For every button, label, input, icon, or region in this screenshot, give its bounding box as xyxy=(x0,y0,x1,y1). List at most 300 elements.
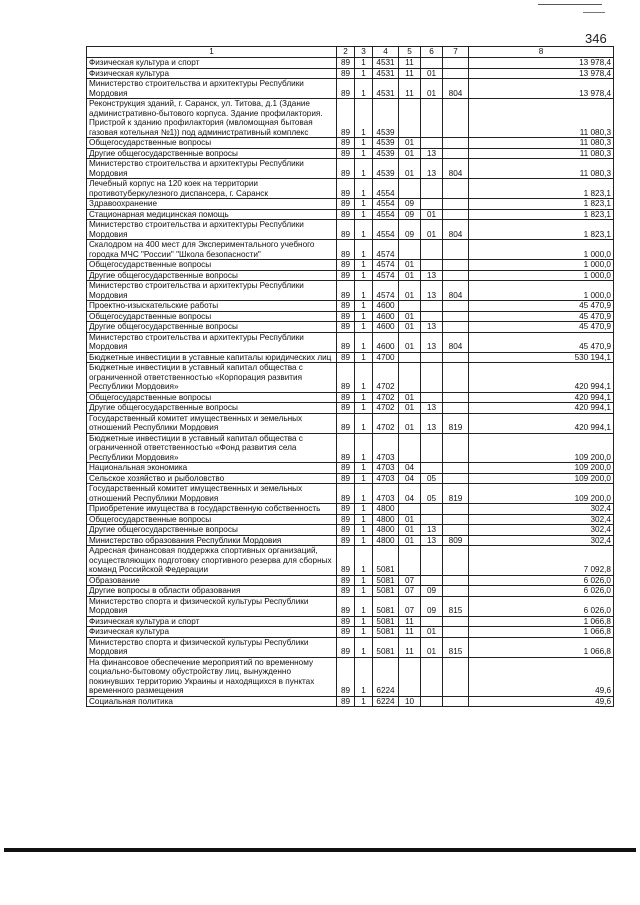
code-cell: 4600 xyxy=(373,322,399,333)
table-row xyxy=(87,159,614,179)
code-cell: 13 xyxy=(421,281,443,301)
code-cell: 1 xyxy=(355,138,373,149)
row-name-cell: Министерство образования Республики Мордовия xyxy=(87,535,337,546)
row-name-cell: Государственный комитет имущественных и земельных отношений Республики Мордовия xyxy=(87,413,337,433)
row-name-cell: Бюджетные инвестиции в уставные капиталы юридических лиц xyxy=(87,352,337,363)
row-name-cell: Физическая культура и спорт xyxy=(87,58,337,69)
row-name-cell: Здравоохранение xyxy=(87,199,337,210)
row-name-cell: Общегосударственные вопросы xyxy=(87,138,337,149)
code-cell: 89 xyxy=(337,199,355,210)
code-cell: 01 xyxy=(399,525,421,536)
code-cell: 89 xyxy=(337,463,355,474)
table-row xyxy=(87,514,614,525)
code-cell: 1 xyxy=(355,484,373,504)
code-cell: 09 xyxy=(399,220,421,240)
code-cell xyxy=(443,179,469,199)
code-cell: 1 xyxy=(355,657,373,696)
table-row xyxy=(87,473,614,484)
table-row xyxy=(87,301,614,312)
code-cell: 1 xyxy=(355,79,373,99)
code-cell xyxy=(421,504,443,515)
code-cell: 1 xyxy=(355,637,373,657)
table-row xyxy=(87,433,614,463)
code-cell: 1 xyxy=(355,546,373,576)
code-cell xyxy=(421,301,443,312)
amount-cell: 1 000,0 xyxy=(469,281,614,301)
row-name-cell: Другие общегосударственные вопросы xyxy=(87,322,337,333)
code-cell: 4531 xyxy=(373,68,399,79)
table-row xyxy=(87,575,614,586)
code-cell xyxy=(443,363,469,393)
code-cell: 1 xyxy=(355,240,373,260)
code-cell xyxy=(399,301,421,312)
amount-cell: 302,4 xyxy=(469,504,614,515)
row-name-cell: Образование xyxy=(87,575,337,586)
code-cell: 1 xyxy=(355,535,373,546)
amount-cell: 302,4 xyxy=(469,535,614,546)
code-cell: 1 xyxy=(355,463,373,474)
code-cell xyxy=(421,138,443,149)
code-cell: 89 xyxy=(337,616,355,627)
code-cell xyxy=(443,138,469,149)
row-name-cell: Государственный комитет имущественных и земельных отношений Республики Мордовия xyxy=(87,484,337,504)
row-name-cell: Министерство строительства и архитектуры Республики Мордовия xyxy=(87,281,337,301)
amount-cell: 11 080,3 xyxy=(469,138,614,149)
code-cell: 804 xyxy=(443,332,469,352)
code-cell: 11 xyxy=(399,637,421,657)
table-row xyxy=(87,637,614,657)
table-row xyxy=(87,616,614,627)
code-cell: 89 xyxy=(337,546,355,576)
code-cell: 89 xyxy=(337,99,355,138)
table-row xyxy=(87,79,614,99)
code-cell: 4554 xyxy=(373,179,399,199)
table-row xyxy=(87,179,614,199)
code-cell: 89 xyxy=(337,220,355,240)
code-cell: 01 xyxy=(421,220,443,240)
code-cell: 13 xyxy=(421,159,443,179)
code-cell xyxy=(421,575,443,586)
code-cell: 4531 xyxy=(373,58,399,69)
code-cell: 5081 xyxy=(373,586,399,597)
amount-cell: 13 978,4 xyxy=(469,79,614,99)
code-cell: 01 xyxy=(399,403,421,414)
code-cell: 01 xyxy=(399,270,421,281)
amount-cell: 420 994,1 xyxy=(469,413,614,433)
code-cell: 1 xyxy=(355,58,373,69)
code-cell xyxy=(399,546,421,576)
code-cell xyxy=(443,546,469,576)
code-cell: 13 xyxy=(421,403,443,414)
table-row xyxy=(87,138,614,149)
row-name-cell: Общегосударственные вопросы xyxy=(87,311,337,322)
amount-cell: 1 066,8 xyxy=(469,616,614,627)
code-cell: 1 xyxy=(355,525,373,536)
code-cell xyxy=(421,616,443,627)
code-cell: 04 xyxy=(399,463,421,474)
code-cell xyxy=(399,363,421,393)
table-body xyxy=(87,58,614,707)
amount-cell: 420 994,1 xyxy=(469,392,614,403)
row-name-cell: Министерство строительства и архитектуры Республики Мордовия xyxy=(87,332,337,352)
code-cell: 01 xyxy=(421,627,443,638)
code-cell: 1 xyxy=(355,260,373,271)
row-name-cell: Другие общегосударственные вопросы xyxy=(87,270,337,281)
code-cell: 809 xyxy=(443,535,469,546)
code-cell: 89 xyxy=(337,270,355,281)
code-cell xyxy=(399,240,421,260)
table-row xyxy=(87,352,614,363)
code-cell: 5081 xyxy=(373,627,399,638)
row-name-cell: Другие общегосударственные вопросы xyxy=(87,525,337,536)
amount-cell: 13 978,4 xyxy=(469,58,614,69)
row-name-cell: Приобретение имущества в государственную собственность xyxy=(87,504,337,515)
table-row xyxy=(87,281,614,301)
code-cell xyxy=(421,546,443,576)
amount-cell: 45 470,9 xyxy=(469,301,614,312)
code-cell: 01 xyxy=(399,148,421,159)
code-cell: 1 xyxy=(355,575,373,586)
amount-cell: 1 000,0 xyxy=(469,240,614,260)
row-name-cell: Общегосударственные вопросы xyxy=(87,514,337,525)
code-cell xyxy=(421,179,443,199)
table-row xyxy=(87,270,614,281)
table-row xyxy=(87,68,614,79)
code-cell: 13 xyxy=(421,413,443,433)
row-name-cell: Проектно-изыскательские работы xyxy=(87,301,337,312)
code-cell xyxy=(421,58,443,69)
amount-cell: 420 994,1 xyxy=(469,403,614,414)
row-name-cell: Бюджетные инвестиции в уставный капитал общества с ограниченной ответственностью «Корпорация развития Республики Мордовия» xyxy=(87,363,337,393)
table-row xyxy=(87,657,614,696)
row-name-cell: Министерство строительства и архитектуры Республики Мордовия xyxy=(87,79,337,99)
code-cell: 89 xyxy=(337,58,355,69)
code-cell xyxy=(421,352,443,363)
code-cell: 01 xyxy=(399,260,421,271)
code-cell: 1 xyxy=(355,627,373,638)
code-cell: 89 xyxy=(337,392,355,403)
row-name-cell: Физическая культура и спорт xyxy=(87,616,337,627)
code-cell: 1 xyxy=(355,403,373,414)
row-name-cell: Общегосударственные вопросы xyxy=(87,392,337,403)
code-cell: 89 xyxy=(337,148,355,159)
table-row xyxy=(87,546,614,576)
table-row xyxy=(87,240,614,260)
code-cell: 4800 xyxy=(373,535,399,546)
amount-cell: 45 470,9 xyxy=(469,311,614,322)
code-cell xyxy=(443,99,469,138)
code-cell: 1 xyxy=(355,199,373,210)
code-cell: 4574 xyxy=(373,260,399,271)
row-name-cell: Сельское хозяйство и рыболовство xyxy=(87,473,337,484)
top-margin-line xyxy=(538,4,602,5)
code-cell xyxy=(421,696,443,707)
code-cell: 1 xyxy=(355,68,373,79)
code-cell xyxy=(443,209,469,220)
amount-cell: 109 200,0 xyxy=(469,473,614,484)
table-row xyxy=(87,260,614,271)
code-cell: 09 xyxy=(399,199,421,210)
amount-cell: 1 000,0 xyxy=(469,260,614,271)
code-cell xyxy=(421,363,443,393)
code-cell: 05 xyxy=(421,473,443,484)
row-name-cell: Министерство строительства и архитектуры Республики Мордовия xyxy=(87,220,337,240)
code-cell: 07 xyxy=(399,586,421,597)
row-name-cell: Реконструкция зданий, г. Саранск, ул. Титова, д.1 (Здание административно-бытового корпуса. Здание профилактория. Пристрой к зданию профилактория (мвломощная бытовая газовая котельная №1)) под административный комплекс xyxy=(87,99,337,138)
table-row xyxy=(87,58,614,69)
code-cell: 4554 xyxy=(373,220,399,240)
table-row xyxy=(87,199,614,210)
column-header: 2 xyxy=(337,47,355,58)
code-cell: 89 xyxy=(337,363,355,393)
code-cell: 1 xyxy=(355,270,373,281)
code-cell: 89 xyxy=(337,433,355,463)
code-cell xyxy=(443,696,469,707)
table-row xyxy=(87,413,614,433)
code-cell: 01 xyxy=(399,535,421,546)
amount-cell: 109 200,0 xyxy=(469,463,614,474)
code-cell: 89 xyxy=(337,332,355,352)
row-name-cell: Физическая культура xyxy=(87,627,337,638)
bottom-rule xyxy=(4,848,636,852)
code-cell: 1 xyxy=(355,322,373,333)
code-cell: 89 xyxy=(337,79,355,99)
amount-cell: 49,6 xyxy=(469,657,614,696)
code-cell: 89 xyxy=(337,281,355,301)
code-cell: 1 xyxy=(355,596,373,616)
code-cell xyxy=(443,433,469,463)
code-cell: 1 xyxy=(355,696,373,707)
code-cell: 6224 xyxy=(373,696,399,707)
code-cell: 89 xyxy=(337,696,355,707)
code-cell: 1 xyxy=(355,99,373,138)
row-name-cell: Министерство спорта и физической культуры Республики Мордовия xyxy=(87,637,337,657)
code-cell: 1 xyxy=(355,209,373,220)
table-row xyxy=(87,463,614,474)
code-cell xyxy=(443,301,469,312)
row-name-cell: Общегосударственные вопросы xyxy=(87,260,337,271)
code-cell: 1 xyxy=(355,311,373,322)
code-cell: 804 xyxy=(443,220,469,240)
page-number: 346 xyxy=(585,31,607,46)
code-cell: 01 xyxy=(399,311,421,322)
amount-cell: 11 080,3 xyxy=(469,99,614,138)
code-cell: 11 xyxy=(399,58,421,69)
code-cell: 89 xyxy=(337,413,355,433)
code-cell: 1 xyxy=(355,413,373,433)
code-cell: 11 xyxy=(399,79,421,99)
code-cell: 4702 xyxy=(373,363,399,393)
code-cell: 4703 xyxy=(373,433,399,463)
table-row xyxy=(87,99,614,138)
table-row xyxy=(87,311,614,322)
code-cell: 1 xyxy=(355,504,373,515)
amount-cell: 109 200,0 xyxy=(469,433,614,463)
code-cell: 01 xyxy=(399,138,421,149)
code-cell xyxy=(443,525,469,536)
amount-cell: 11 080,3 xyxy=(469,159,614,179)
code-cell: 01 xyxy=(421,209,443,220)
code-cell: 1 xyxy=(355,392,373,403)
code-cell: 815 xyxy=(443,637,469,657)
code-cell: 89 xyxy=(337,637,355,657)
code-cell: 11 xyxy=(399,68,421,79)
code-cell: 89 xyxy=(337,657,355,696)
amount-cell: 1 823,1 xyxy=(469,220,614,240)
code-cell: 01 xyxy=(421,637,443,657)
code-cell xyxy=(421,433,443,463)
table-row xyxy=(87,525,614,536)
row-name-cell: Другие вопросы в области образования xyxy=(87,586,337,597)
table-row xyxy=(87,403,614,414)
code-cell: 01 xyxy=(421,79,443,99)
code-cell: 804 xyxy=(443,79,469,99)
code-cell xyxy=(443,473,469,484)
code-cell xyxy=(443,504,469,515)
code-cell: 4600 xyxy=(373,332,399,352)
code-cell: 07 xyxy=(399,575,421,586)
column-header: 1 xyxy=(87,47,337,58)
code-cell: 89 xyxy=(337,575,355,586)
code-cell: 4703 xyxy=(373,463,399,474)
code-cell: 815 xyxy=(443,596,469,616)
table-row xyxy=(87,535,614,546)
table-row xyxy=(87,209,614,220)
code-cell: 4600 xyxy=(373,311,399,322)
table-row xyxy=(87,484,614,504)
code-cell: 09 xyxy=(399,209,421,220)
code-cell: 804 xyxy=(443,281,469,301)
code-cell: 89 xyxy=(337,301,355,312)
amount-cell: 6 026,0 xyxy=(469,586,614,597)
code-cell: 89 xyxy=(337,586,355,597)
code-cell: 4702 xyxy=(373,403,399,414)
amount-cell: 1 066,8 xyxy=(469,627,614,638)
code-cell: 13 xyxy=(421,332,443,352)
code-cell: 01 xyxy=(421,68,443,79)
code-cell xyxy=(443,311,469,322)
code-cell xyxy=(443,616,469,627)
code-cell xyxy=(443,392,469,403)
code-cell: 10 xyxy=(399,696,421,707)
amount-cell: 1 823,1 xyxy=(469,179,614,199)
row-name-cell: Министерство спорта и физической культуры Республики Мордовия xyxy=(87,596,337,616)
row-name-cell: Физическая культура xyxy=(87,68,337,79)
amount-cell: 13 978,4 xyxy=(469,68,614,79)
amount-cell: 11 080,3 xyxy=(469,148,614,159)
code-cell: 05 xyxy=(421,484,443,504)
code-cell: 89 xyxy=(337,504,355,515)
row-name-cell: Национальная экономика xyxy=(87,463,337,474)
code-cell: 1 xyxy=(355,179,373,199)
code-cell: 89 xyxy=(337,473,355,484)
table-row xyxy=(87,586,614,597)
amount-cell: 302,4 xyxy=(469,525,614,536)
code-cell xyxy=(443,403,469,414)
code-cell: 4800 xyxy=(373,504,399,515)
code-cell: 4703 xyxy=(373,484,399,504)
code-cell xyxy=(443,322,469,333)
code-cell xyxy=(421,657,443,696)
table-row xyxy=(87,220,614,240)
code-cell: 5081 xyxy=(373,546,399,576)
code-cell: 13 xyxy=(421,525,443,536)
code-cell xyxy=(443,270,469,281)
code-cell: 89 xyxy=(337,525,355,536)
code-cell: 1 xyxy=(355,281,373,301)
code-cell: 1 xyxy=(355,332,373,352)
code-cell: 01 xyxy=(399,322,421,333)
code-cell: 04 xyxy=(399,484,421,504)
code-cell: 1 xyxy=(355,433,373,463)
code-cell: 1 xyxy=(355,363,373,393)
code-cell: 89 xyxy=(337,322,355,333)
code-cell: 89 xyxy=(337,159,355,179)
amount-cell: 1 823,1 xyxy=(469,209,614,220)
code-cell: 89 xyxy=(337,209,355,220)
row-name-cell: Стационарная медицинская помощь xyxy=(87,209,337,220)
row-name-cell: Лечебный корпус на 120 коек на территории противотуберкулезного диспансера, г. Саранск xyxy=(87,179,337,199)
code-cell: 09 xyxy=(421,596,443,616)
table-row xyxy=(87,627,614,638)
code-cell: 4800 xyxy=(373,525,399,536)
code-cell: 89 xyxy=(337,484,355,504)
code-cell xyxy=(421,514,443,525)
code-cell: 01 xyxy=(399,392,421,403)
row-name-cell: Адресная финансовая поддержка спортивных организаций, осуществляющих подготовку спортивного резерва для сборных команд Российской Федерации xyxy=(87,546,337,576)
amount-cell: 45 470,9 xyxy=(469,332,614,352)
code-cell: 4554 xyxy=(373,199,399,210)
amount-cell: 6 026,0 xyxy=(469,575,614,586)
code-cell xyxy=(443,627,469,638)
code-cell xyxy=(443,586,469,597)
code-cell: 819 xyxy=(443,484,469,504)
code-cell xyxy=(399,99,421,138)
code-cell: 4574 xyxy=(373,270,399,281)
table-row xyxy=(87,148,614,159)
code-cell: 4539 xyxy=(373,99,399,138)
code-cell xyxy=(443,199,469,210)
code-cell: 09 xyxy=(421,586,443,597)
column-header: 6 xyxy=(421,47,443,58)
table-row xyxy=(87,332,614,352)
column-header: 4 xyxy=(373,47,399,58)
code-cell: 01 xyxy=(399,413,421,433)
code-cell: 89 xyxy=(337,311,355,322)
code-cell xyxy=(443,575,469,586)
code-cell xyxy=(421,240,443,260)
code-cell: 4539 xyxy=(373,159,399,179)
code-cell xyxy=(443,58,469,69)
code-cell xyxy=(443,240,469,260)
code-cell: 89 xyxy=(337,240,355,260)
code-cell: 4574 xyxy=(373,281,399,301)
amount-cell: 7 092,8 xyxy=(469,546,614,576)
code-cell: 1 xyxy=(355,473,373,484)
table-row xyxy=(87,504,614,515)
column-header: 3 xyxy=(355,47,373,58)
budget-table xyxy=(86,46,614,707)
code-cell: 01 xyxy=(399,332,421,352)
code-cell: 89 xyxy=(337,514,355,525)
code-cell xyxy=(421,99,443,138)
code-cell: 89 xyxy=(337,535,355,546)
amount-cell: 109 200,0 xyxy=(469,484,614,504)
code-cell: 1 xyxy=(355,616,373,627)
code-cell: 1 xyxy=(355,220,373,240)
code-cell: 4800 xyxy=(373,514,399,525)
code-cell: 5081 xyxy=(373,637,399,657)
